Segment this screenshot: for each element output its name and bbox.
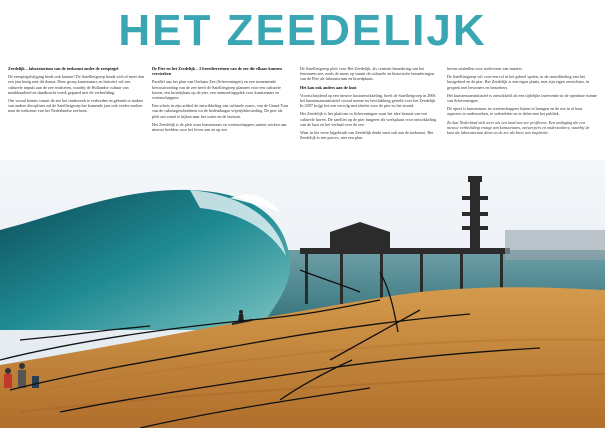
pier-deck (300, 248, 510, 254)
column-3-heading: Het kan ook anders aan de kust (300, 84, 357, 90)
column-4-paragraph-1: hoven omhullen voor toeleveren van matters. (447, 66, 523, 71)
column-4-paragraph-5: Zo kan Nederland zich weer als een land met zee profileren. Een uitdaging die een nieuwe verbeelding vraagt van kunstenaars, ontwerpers en onderzoekers, waarbij de kust als laboratorium dient en de zee als bron van inspiratie. (447, 119, 590, 136)
pier-building (330, 232, 390, 248)
column-1 (8, 66, 145, 162)
column-2-paragraph-2: Een schets in zijn artikel de ontwikkeling van culturele zones, van de Grand Tour van de cultuurgeschiedenis tot de hedendaagse vrijetijdsbesteding. De pier als plek om vanaf te kijken naar het water en de horizon. (152, 103, 289, 119)
column-4-paragraph-2: De Satellietgroep wil voor een rol in het geheel spelen, in de ontwikkeling van het kustgebied en de pier. Het Zeedelijk is een eigen plaats, met zijn eigen zeezichten, in gesprek met bewoners en bezoekers. (447, 74, 589, 90)
column-3-paragraph-2: Voortschrijdend op een nieuwe kustontwikkeling, heeft de Satellietgroep in 2006 het kunstenaarsinitiatief vooral ruimte ter beschikking gesteld voor het Zeedelijk. In 2007 krijgt het een vervolg met ideeën voor de pier en het strand. (300, 92, 437, 109)
shore-buildings (505, 230, 605, 260)
column-1-paragraph-1: De zeespiegelstijging biedt ook kansen! De Satellietgroep houdt zich al meer dan een jaar bezig met dit thema. Deze groep kunstenaars en historici wil een culturele impuls aan de zee realiseren, waarbij de Hollandse cultuur van maakbaarheid en daadkracht wordt gepaard met de verbeelding. (8, 74, 145, 95)
column-4-paragraph-4: De opzet is kunstenaars en wetenschappers bijeen te brengen en de zee in al haar aspecten te onderzoeken, te verbeelden en te delen met het publiek. (447, 106, 583, 117)
page-title: HET ZEEDELIJK (118, 6, 487, 55)
column-3-paragraph-3: Het Zeedelijk is het platform in Scheveningen waar het idee bestaat van een culturele haven. De satelliet op de pier fungeert als werkplaats voor ontwikkeling van de kust en het verhaal over de zee. (300, 111, 437, 127)
column-2-paragraph-1: Parallel aan het plan van Oerhans Zee (Scheveningen) en een toenemende bewustwording van de zee heeft de Satellietgroep plannen voor een culturele haven, een broedplaats op de pier, een ontmoetingsplek voor kunstenaars en wetenschappers. (152, 79, 281, 101)
column-1-paragraph-2: Om vooral kennis vanuit de zee het onderzoek te verbreden en gebruik te maken van andere disciplines zal de Satellietgroep het komende jaar ook verder zoeken naar de toekomst van het Nederlandse zeefront. (8, 98, 143, 114)
column-1-lead: Zeedelijk – laboratorium van de toekomst onder de zeespiegel (8, 66, 119, 71)
column-2-paragraph-3: Het Zeedelijk is de plek waar kunstenaars en wetenschappers samen werken aan nieuwe beelden voor het leven aan en op zee. (152, 121, 287, 133)
column-3-paragraph-1: De Satellietgroep pleit voor Het Zeedelijk, als centrale benadering van het fenomeen zee, zoals de mens op vanuit de culturele en historische benaderingen van de Pier als laboratorium en broedplaats. (300, 66, 434, 82)
column-2-lead: De Pier en het Zeedelijk – 2 broedterreinen van de zee die elkaar kunnen versterken (152, 66, 282, 77)
column-4-paragraph-3: Het kunstenaarsinitiatief is ontwikkeld als een tijdelijke interventie in de openbare ruimte van Scheveningen. (447, 92, 597, 104)
photomontage (0, 160, 605, 428)
column-3-paragraph-4: Waar in het verre bijgebruik van Zeedelijk denkt men ook aan de toekomst. Het Zeedelijk is een proces, niet een plan. (300, 130, 434, 141)
